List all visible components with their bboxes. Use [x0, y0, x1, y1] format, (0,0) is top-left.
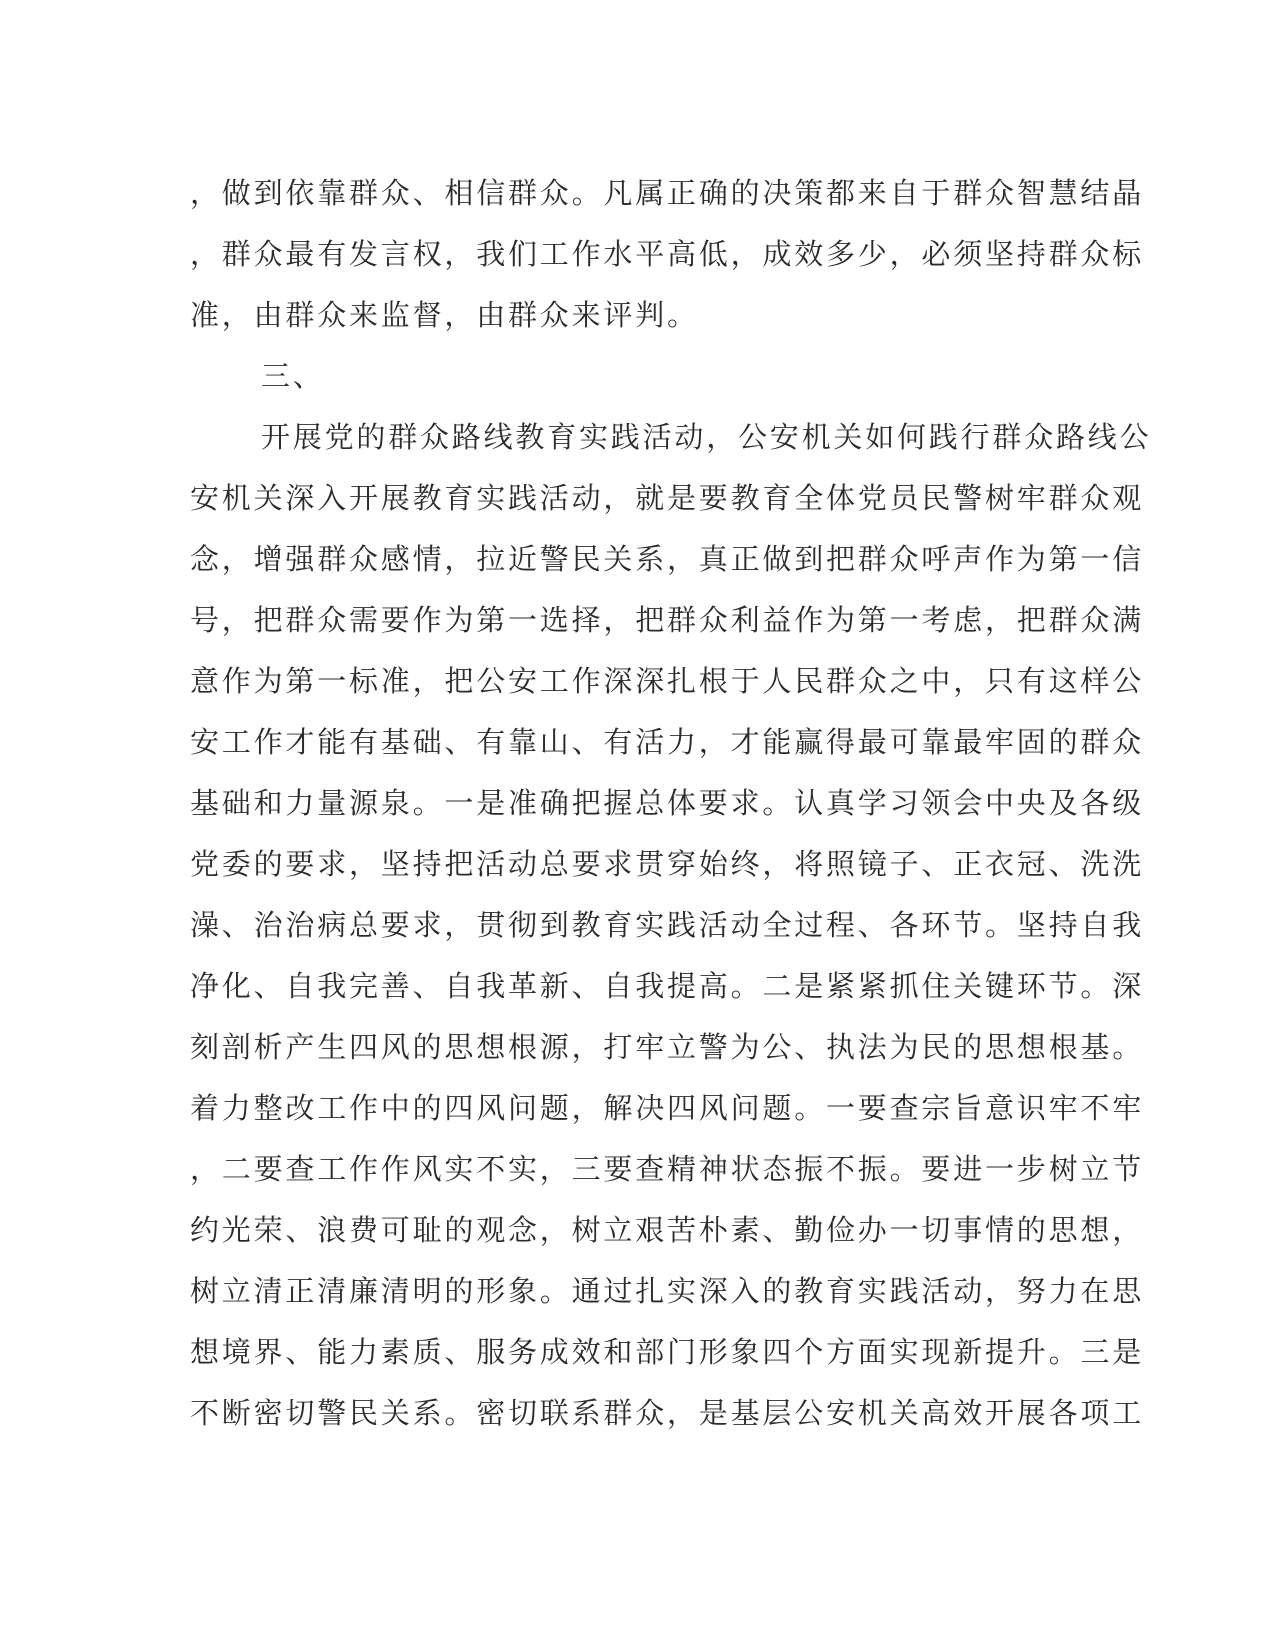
- text-line: 树立清正清廉清明的形象。通过扎实深入的教育实践活动，努力在思: [190, 1274, 1145, 1308]
- text-line: 安机关深入开展教育实践活动，就是要教育全体党员民警树牢群众观: [190, 481, 1145, 515]
- text-line: ，二要查工作作风实不实，三要查精神状态振不振。要进一步树立节: [190, 1152, 1145, 1186]
- text-line: 念，增强群众感情，拉近警民关系，真正做到把群众呼声作为第一信: [190, 542, 1145, 576]
- text-line: 安工作才能有基础、有靠山、有活力，才能赢得最可靠最牢固的群众: [190, 725, 1145, 759]
- text-line: 着力整改工作中的四风问题，解决四风问题。一要查宗旨意识牢不牢: [190, 1091, 1145, 1125]
- text-line: 澡、治治病总要求，贯彻到教育实践活动全过程、各环节。坚持自我: [190, 908, 1145, 942]
- text-line: 净化、自我完善、自我革新、自我提高。二是紧紧抓住关键环节。深: [190, 969, 1145, 1003]
- text-line: 不断密切警民关系。密切联系群众，是基层公安机关高效开展各项工: [190, 1396, 1145, 1430]
- text-line: 号，把群众需要作为第一选择，把群众利益作为第一考虑，把群众满: [190, 603, 1145, 637]
- body-text: [190, 163, 1152, 1444]
- text-line: 刻剖析产生四风的思想根源，打牢立警为公、执法为民的思想根基。: [190, 1030, 1145, 1064]
- text-line: 想境界、能力素质、服务成效和部门形象四个方面实现新提升。三是: [190, 1335, 1145, 1369]
- text-line: 约光荣、浪费可耻的观念，树立艰苦朴素、勤俭办一切事情的思想，: [190, 1213, 1145, 1247]
- text-line: 准，由群众来监督，由群众来评判。: [190, 298, 699, 332]
- text-line: ，群众最有发言权，我们工作水平高低，成效多少，必须坚持群众标: [190, 237, 1145, 271]
- text-line: 基础和力量源泉。一是准确把握总体要求。认真学习领会中央及各级: [190, 786, 1145, 820]
- section-heading: 三、: [261, 359, 325, 393]
- text-line: ，做到依靠群众、相信群众。凡属正确的决策都来自于群众智慧结晶: [190, 176, 1145, 210]
- paragraph-first-line: 开展党的群众路线教育实践活动，公安机关如何践行群众路线公: [261, 420, 1152, 454]
- text-line: 党委的要求，坚持把活动总要求贯穿始终，将照镜子、正衣冠、洗洗: [190, 847, 1145, 881]
- text-line: 意作为第一标准，把公安工作深深扎根于人民群众之中，只有这样公: [190, 664, 1145, 698]
